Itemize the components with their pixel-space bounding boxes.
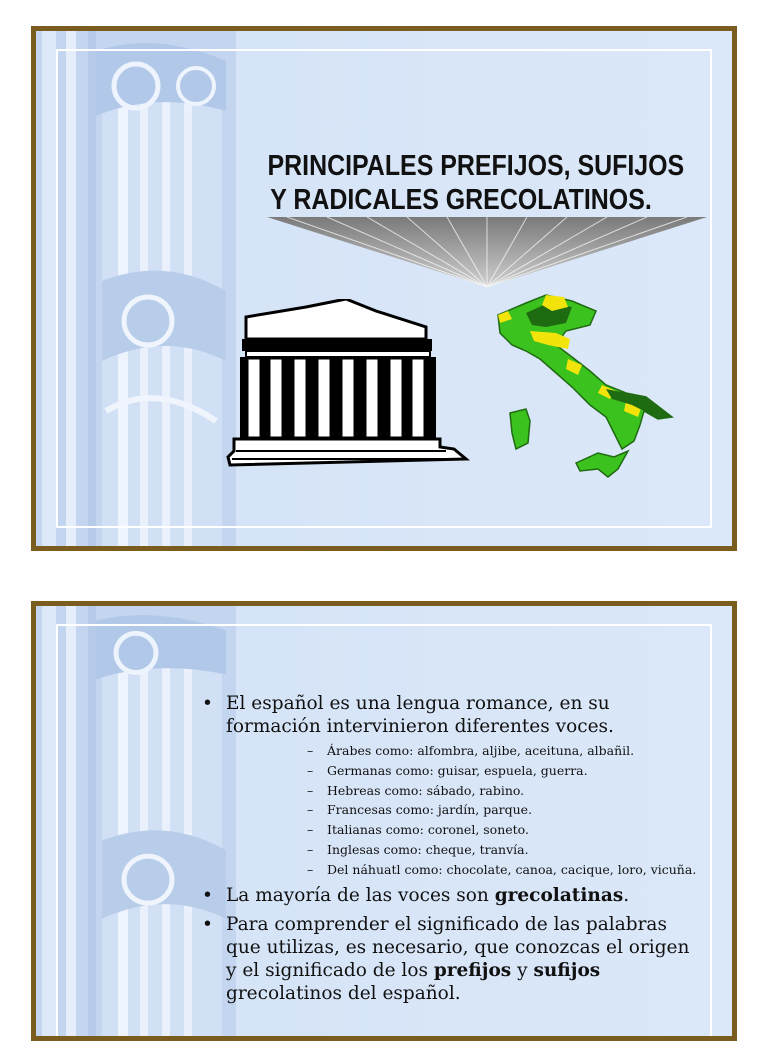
bullet-text: . (623, 884, 630, 906)
bold-term: sufijos (533, 959, 601, 981)
slide-title (236, 149, 686, 217)
sub-item: – Del náhuatl como: chocolate, canoa, cacique, loro, vicuña. (307, 860, 699, 880)
bold-term: prefijos (433, 959, 512, 981)
sub-item: – Inglesas como: cheque, tranvía. (307, 840, 699, 860)
bullet-item (199, 884, 699, 907)
parthenon-illustration (226, 299, 476, 471)
content-slide (31, 601, 737, 1041)
sub-item: – Francesas como: jardín, parque. (307, 800, 699, 820)
sub-item: – Árabes como: alfombra, aljibe, aceituna, albañil. (307, 741, 699, 761)
italy-map-illustration (486, 293, 682, 479)
bullet-text: La mayoría de las voces son (226, 884, 495, 906)
bullet-item (199, 913, 699, 1005)
sub-item: – Hebreas como: sábado, rabino. (307, 781, 699, 801)
bullet-text: Para comprender el significado de las palabras que utilizas, es necesario, que conozcas el origen y el significado de los (226, 913, 690, 981)
bullet-item (199, 692, 699, 738)
bullet-text: grecolatinos del español. (226, 982, 461, 1004)
bullet-text: El español es una lengua romance, en su formación intervinieron diferentes voces. (226, 693, 614, 737)
bullet-text: y (511, 959, 534, 981)
sub-list (307, 741, 699, 880)
title-slide (31, 26, 737, 551)
sub-item: – Italianas como: coronel, soneto. (307, 820, 699, 840)
title-shadow-fan (267, 217, 707, 297)
greek-column-illustration (36, 31, 236, 546)
bullet-list (199, 692, 699, 1005)
sub-item: – Germanas como: guisar, espuela, guerra. (307, 761, 699, 781)
title-line-1: PRINCIPALES PREFIJOS, SUFIJOS (267, 150, 685, 182)
bold-term: grecolatinas (494, 884, 624, 906)
title-line-2: Y RADICALES GRECOLATINOS. (270, 184, 652, 216)
